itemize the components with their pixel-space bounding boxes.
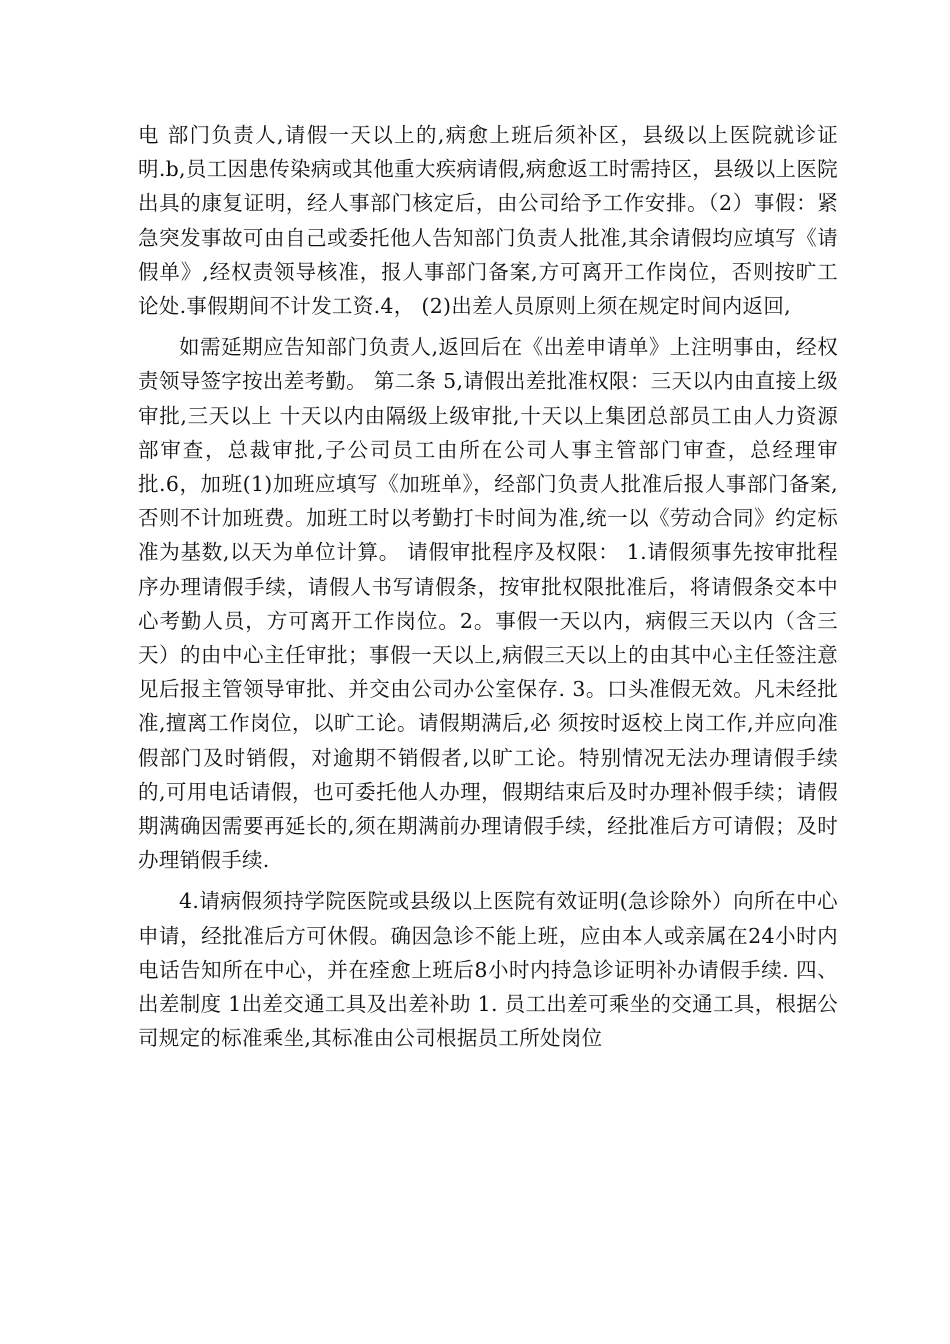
paragraph-3: 4.请病假须持学院医院或县级以上医院有效证明(急诊除外）向所在中心申请，经批准后方可休假。确因急诊不能上班，应由本人或亲属在24小时内电话告知所在中心，并在痊愈上班后8小时内持急诊证明补办请假手续. 四、出差制度 1出差交通工具及出差补助 1. 员工出差可乘坐的交通工具，根据公司规定的标准乘坐,其标准由公司根据员工所处岗位: [138, 889, 838, 1051]
paragraph-1: 电 部门负责人,请假一天以上的,病愈上班后须补区，县级以上医院就诊证明.b,员工因患传染病或其他重大疾病请假,病愈返工时需持区，县级以上医院出具的康复证明，经人事部门核定后，由公司给予工作安排。（2）事假：紧急突发事故可由自己或委托他人告知部门负责人批准,其余请假均应填写《请假单》,经权责领导核准，报人事部门备案,方可离开工作岗位，否则按旷工论处.事假期间不计发工资.4， (2)出差人员原则上须在规定时间内返回,: [138, 123, 838, 319]
document-body: [138, 118, 838, 1062]
paragraph-2: 如需延期应告知部门负责人,返回后在《出差申请单》上注明事由，经权责领导签字按出差考勤。 第二条 5,请假出差批准权限：三天以内由直接上级审批,三天以上 十天以内由隔级上级审批,十天以上集团总部员工由人力资源部审查，总裁审批,子公司员工由所在公司人事主管部门审查，总经理审批.6，加班(1)加班应填写《加班单》，经部门负责人批准后报人事部门备案,否则不计加班费。加班工时以考勤打卡时间为准,统一以《劳动合同》约定标准为基数,以天为单位计算。 请假审批程序及权限： 1.请假须事先按审批程序办理请假手续，请假人书写请假条，按审批权限批准后，将请假条交本中心考勤人员，方可离开工作岗位。2。事假一天以内，病假三天以内（含三天）的由中心主任审批；事假一天以上,病假三天以上的由其中心主任签注意见后报主管领导审批、并交由公司办公室保存. 3。口头准假无效。凡未经批准,擅离工作岗位，以旷工论。请假期满后,必 须按时返校上岗工作,并应向准假部门及时销假，对逾期不销假者,以旷工论。特别情况无法办理请假手续的,可用电话请假，也可委托他人办理，假期结束后及时办理补假手续；请假期满确因需要再延长的,须在期满前办理请假手续，经批准后方可请假；及时办理销假手续.: [138, 335, 838, 873]
